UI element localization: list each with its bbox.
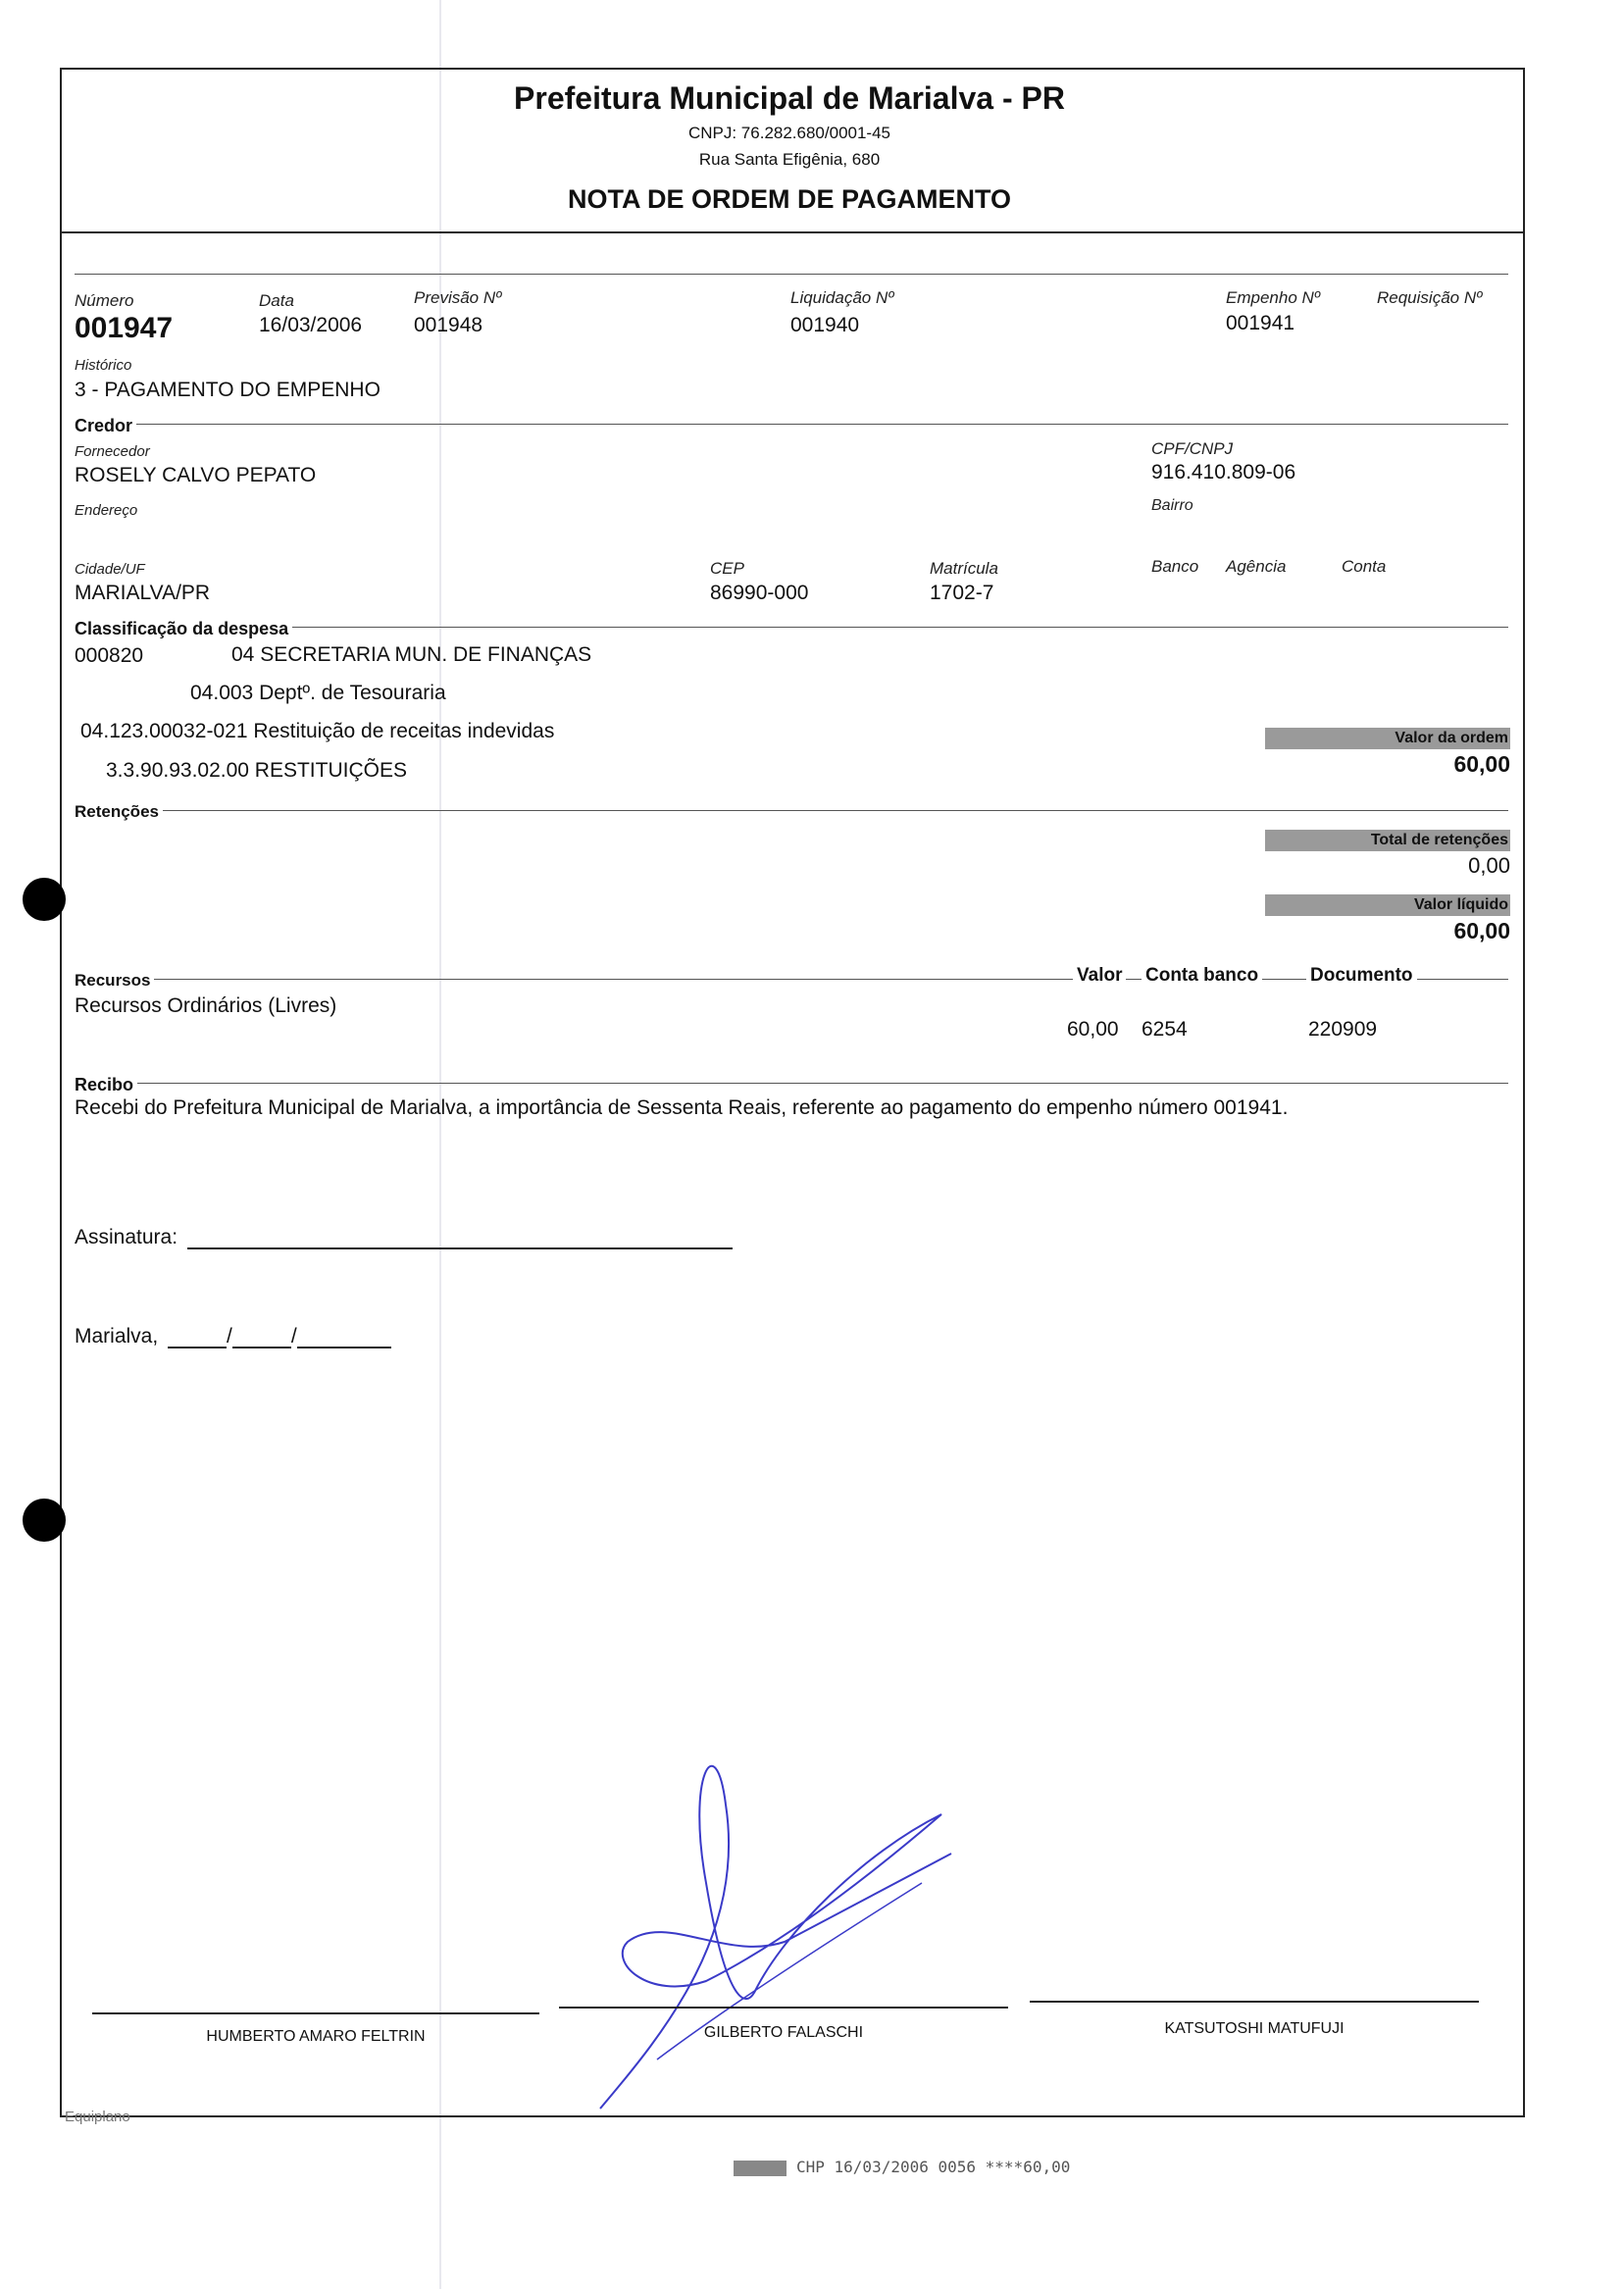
numero-value: 001947 — [75, 312, 174, 344]
cnpj-text: CNPJ: 76.282.680/0001-45 — [687, 124, 891, 142]
assinatura-label: Assinatura: — [75, 1226, 178, 1248]
numero-label: Número — [75, 291, 134, 310]
banco-label: Banco — [1151, 557, 1199, 576]
bairro-label: Bairro — [1151, 497, 1193, 514]
recursos-descricao: Recursos Ordinários (Livres) — [75, 994, 337, 1017]
cidade-value: MARIALVA/PR — [75, 582, 211, 604]
recursos-conta: 6254 — [1142, 1018, 1188, 1041]
header-divider — [60, 231, 1525, 233]
recursos-rule — [75, 979, 1508, 980]
empenho-label: Empenho Nº — [1226, 288, 1320, 307]
valor-liquido-value: 60,00 — [1453, 918, 1510, 943]
recursos-documento-header: Documento — [1306, 965, 1417, 987]
matricula-label: Matrícula — [930, 559, 998, 578]
fornecedor-value: ROSELY CALVO PEPATO — [75, 464, 317, 486]
recibo-text: Recebi do Prefeitura Municipal de Marialva, a importância de Sessenta Reais, referente ao pagamento do empenho número 001941. — [75, 1096, 1289, 1119]
classificacao-unidade: 04.003 Deptº. de Tesouraria — [190, 682, 446, 704]
valor-ordem-label: Valor da ordem — [1265, 728, 1510, 749]
classificacao-section: Classificação da despesa — [75, 619, 292, 639]
agencia-label: Agência — [1226, 557, 1287, 576]
signatario-2: GILBERTO FALASCHI — [703, 2024, 864, 2041]
classificacao-elemento: 3.3.90.93.02.00 RESTITUIÇÕES — [106, 759, 407, 782]
stamp-logo — [734, 2161, 787, 2176]
data-value: 16/03/2006 — [259, 314, 363, 336]
liquidacao-value: 001940 — [790, 314, 860, 336]
recibo-section: Recibo — [75, 1075, 137, 1095]
recibo-rule — [75, 1083, 1508, 1084]
liquidacao-label: Liquidação Nº — [790, 288, 894, 307]
retencoes-section: Retenções — [75, 802, 163, 822]
conta-label: Conta — [1342, 557, 1387, 576]
classificacao-code: 000820 — [75, 644, 144, 667]
dia-blank[interactable] — [168, 1327, 227, 1348]
assinatura-blank[interactable] — [187, 1228, 733, 1249]
address-text: Rua Santa Efigênia, 680 — [698, 150, 881, 169]
cpf-value: 916.410.809-06 — [1151, 461, 1296, 483]
signatario-1: HUMBERTO AMARO FELTRIN — [206, 2028, 426, 2045]
bank-stamp — [734, 2158, 1070, 2176]
recursos-documento: 220909 — [1308, 1018, 1378, 1041]
total-retencoes-value: 0,00 — [1468, 853, 1510, 878]
previsao-label: Previsão Nº — [414, 288, 502, 307]
endereco-label: Endereço — [75, 502, 138, 519]
recursos-section: Recursos — [75, 971, 154, 991]
retencoes-rule — [75, 810, 1508, 811]
fornecedor-label: Fornecedor — [75, 443, 150, 460]
signature-line-3 — [1030, 2001, 1479, 2003]
signature-line-1 — [92, 2012, 539, 2014]
mes-blank[interactable] — [232, 1327, 291, 1348]
cep-label: CEP — [710, 559, 744, 578]
cep-value: 86990-000 — [710, 582, 809, 604]
credor-rule — [75, 424, 1508, 425]
cpf-label: CPF/CNPJ — [1151, 439, 1234, 458]
valor-liquido-label: Valor líquido — [1265, 894, 1510, 916]
local-data-row: Marialva, / / — [75, 1325, 391, 1348]
stamp-text: CHP 16/03/2006 0056 ****60,00 — [796, 2158, 1071, 2176]
empenho-value: 001941 — [1226, 312, 1295, 334]
punch-hole-bottom — [23, 1499, 66, 1542]
classificacao-orgao: 04 SECRETARIA MUN. DE FINANÇAS — [231, 643, 592, 666]
page-title: Prefeitura Municipal de Marialva - PR — [514, 80, 1065, 116]
historico-label: Histórico — [75, 357, 132, 374]
data-label: Data — [259, 291, 294, 310]
document-title: NOTA DE ORDEM DE PAGAMENTO — [567, 184, 1011, 214]
assinatura-row — [75, 1226, 733, 1249]
top-rule — [75, 274, 1508, 275]
software-footer: Equiplano — [65, 2109, 130, 2125]
recursos-valor: 60,00 — [1067, 1018, 1119, 1041]
requisicao-label: Requisição Nº — [1377, 288, 1483, 307]
matricula-value: 1702-7 — [930, 582, 994, 604]
previsao-value: 001948 — [414, 314, 483, 336]
recursos-valor-header: Valor — [1073, 965, 1126, 987]
ano-blank[interactable] — [297, 1327, 391, 1348]
punch-hole-top — [23, 878, 66, 921]
historico-value: 3 - PAGAMENTO DO EMPENHO — [75, 379, 381, 401]
signature-line-2 — [559, 2007, 1008, 2009]
cidade-label: Cidade/UF — [75, 561, 145, 578]
classificacao-funcional: 04.123.00032-021 Restituição de receitas indevidas — [80, 720, 555, 742]
signatario-3: KATSUTOSHI MATUFUJI — [1164, 2020, 1345, 2037]
signature-scribble — [588, 1736, 981, 2128]
local-label: Marialva, — [75, 1325, 159, 1348]
credor-section: Credor — [75, 416, 136, 436]
total-retencoes-label: Total de retenções — [1265, 830, 1510, 851]
recursos-conta-header: Conta banco — [1142, 965, 1262, 987]
valor-ordem-value: 60,00 — [1453, 751, 1510, 777]
